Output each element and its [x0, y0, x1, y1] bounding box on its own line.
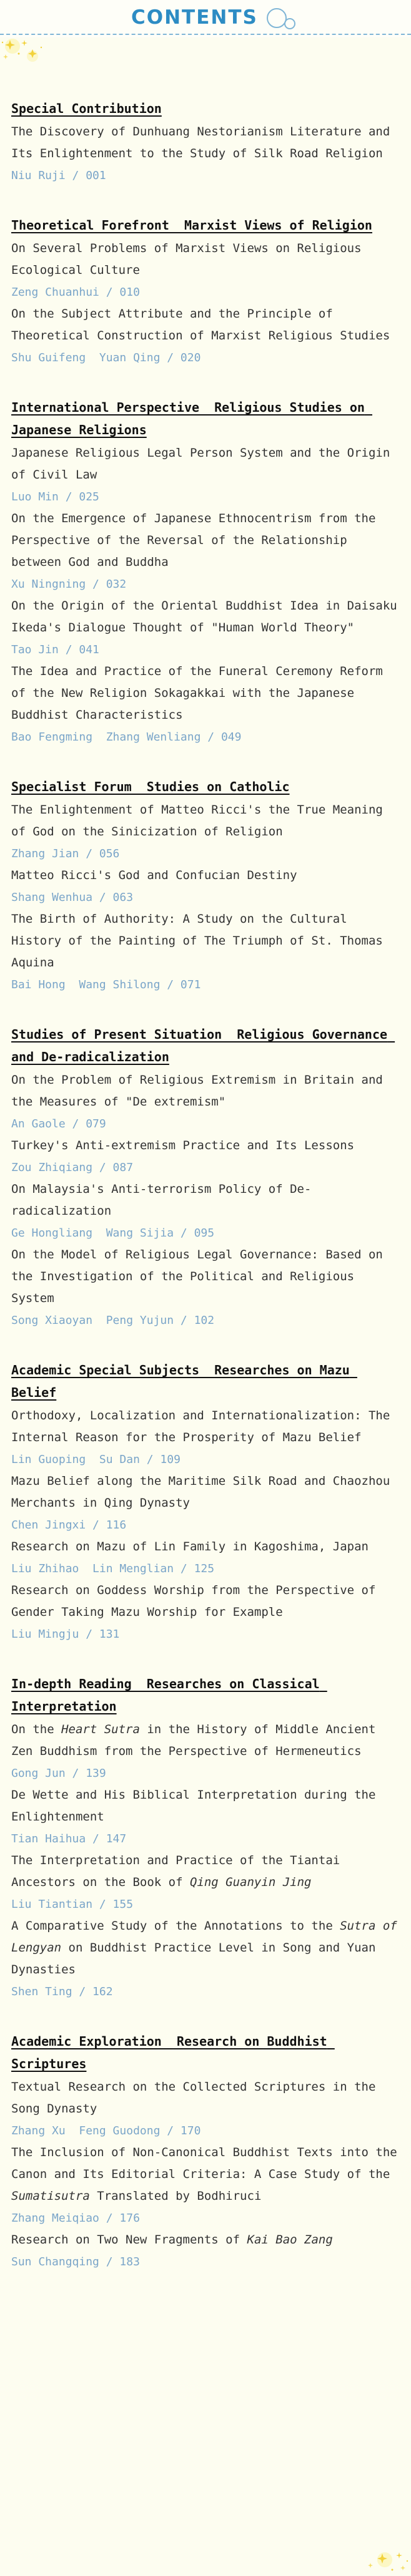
article-title — [11, 1784, 400, 1828]
section-heading: International Perspective Religious Studies on Japanese Religions — [11, 400, 372, 437]
author-page: Song Xiaoyan Peng Yujun / 102 — [11, 1314, 215, 1327]
article-title — [11, 1179, 400, 1222]
toc-section — [11, 775, 400, 996]
author-page: Shang Wenhua / 063 — [11, 891, 134, 904]
toc-entry[interactable] — [11, 1179, 400, 1244]
article-title-italic-part: Heart Sutra — [61, 1723, 140, 1736]
toc-entry[interactable] — [11, 595, 400, 661]
toc-entry[interactable] — [11, 442, 400, 508]
toc-entry[interactable] — [11, 908, 400, 996]
article-title — [11, 508, 400, 573]
article-title-part: On the — [11, 1723, 62, 1736]
article-title-italic-part: Qing Guanyin Jing — [189, 1875, 312, 1889]
toc-entry[interactable] — [11, 799, 400, 865]
article-title-part: Translated by Bodhiruci — [89, 2189, 262, 2203]
toc-entry[interactable] — [11, 508, 400, 595]
author-page: Lin Guoping Su Dan / 109 — [11, 1453, 181, 1466]
article-title-part: On the Problem of Religious Extremism in Britain and the Measures of "De extremism" — [11, 1073, 383, 1109]
section-heading: Studies of Present Situation Religious Governance and De-radicalization — [11, 1027, 395, 1064]
article-title-part: On the Subject Attribute and the Principle of Theoretical Construction of Marxist Religious Studies — [11, 307, 390, 343]
author-page: Gong Jun / 139 — [11, 1767, 106, 1780]
toc-section — [11, 2030, 400, 2273]
author-page: Liu Mingju / 131 — [11, 1628, 120, 1641]
article-title-part: A Comparative Study of the Annotations to the — [11, 1919, 340, 1933]
ring-decoration-icon — [267, 8, 287, 28]
article-title-part: On the Model of Religious Legal Governance: Based on the Investigation of the Political and Religious System — [11, 1248, 383, 1305]
author-page: Zhang Xu Feng Guodong / 170 — [11, 2124, 201, 2137]
article-title-part: The Interpretation and Practice of the Tiantai Ancestors on the Book of — [11, 1854, 340, 1889]
sparkle-decoration-icon — [361, 2532, 411, 2576]
article-title — [11, 1915, 400, 1981]
article-title-part: The Enlightenment of Matteo Ricci's the True Meaning of God on the Sinicization of Religion — [11, 803, 383, 838]
article-title-part: Textual Research on the Collected Scriptures in the Song Dynasty — [11, 2080, 376, 2116]
toc-entry[interactable] — [11, 1069, 400, 1135]
author-page: Chen Jingxi / 116 — [11, 1519, 127, 1532]
article-title — [11, 1405, 400, 1449]
author-page: Liu Zhihao Lin Menglian / 125 — [11, 1562, 215, 1575]
toc-entry[interactable] — [11, 2142, 400, 2229]
dashed-divider — [0, 34, 411, 35]
author-page: Liu Tiantian / 155 — [11, 1898, 134, 1911]
article-title — [11, 908, 400, 974]
article-title-part: On the Emergence of Japanese Ethnocentrism from the Perspective of the Reversal of the Relationship between God and Buddha — [11, 512, 376, 569]
toc-entry[interactable] — [11, 2076, 400, 2142]
article-title — [11, 2076, 400, 2120]
section-heading: Special Contribution — [11, 101, 162, 116]
article-title — [11, 1135, 400, 1157]
article-title-italic-part: Sumatisutra — [11, 2189, 90, 2203]
article-title-part: The Inclusion of Non-Canonical Buddhist Texts into the Canon and Its Editorial Criteria: A Case Study of the — [11, 2146, 397, 2181]
toc-entry[interactable] — [11, 865, 400, 908]
author-page: Bai Hong Wang Shilong / 071 — [11, 978, 201, 991]
article-title-part: The Birth of Authority: A Study on the Cultural History of the Painting of The Triumph of St. Thomas Aquina — [11, 912, 383, 970]
author-page: Xu Ningning / 032 — [11, 578, 127, 591]
author-page: Tao Jin / 041 — [11, 643, 99, 656]
author-page: Tian Haihua / 147 — [11, 1832, 127, 1845]
article-title-part: Matteo Ricci's God and Confucian Destiny — [11, 868, 297, 882]
author-page: Shen Ting / 162 — [11, 1985, 113, 1998]
toc-entry[interactable] — [11, 1470, 400, 1536]
small-ring-decoration-icon — [284, 18, 295, 29]
author-page: Zhang Jian / 056 — [11, 847, 120, 860]
author-page: Luo Min / 025 — [11, 490, 99, 503]
author-page: Ge Hongliang Wang Sijia / 095 — [11, 1227, 215, 1240]
author-page: Shu Guifeng Yuan Qing / 020 — [11, 351, 201, 364]
table-of-contents — [0, 37, 411, 2338]
section-heading: Academic Special Subjects Researches on Mazu Belief — [11, 1363, 357, 1400]
article-title-italic-part: Sutra of Lengyan — [11, 1919, 397, 1955]
toc-entry[interactable] — [11, 1580, 400, 1645]
toc-entry[interactable] — [11, 303, 400, 369]
toc-section — [11, 396, 400, 748]
article-title-part: On the Origin of the Oriental Buddhist Idea in Daisaku Ikeda's Dialogue Thought of "Human World Theory" — [11, 599, 397, 634]
toc-entry[interactable] — [11, 1719, 400, 1784]
toc-entry[interactable] — [11, 1536, 400, 1580]
author-page: An Gaole / 079 — [11, 1117, 106, 1130]
author-page: Zhang Meiqiao / 176 — [11, 2212, 140, 2225]
article-title-part: De Wette and His Biblical Interpretation during the Enlightenment — [11, 1788, 376, 1824]
page-title: CONTENTS — [131, 6, 258, 29]
sparkle-decoration-icon — [0, 37, 50, 81]
article-title — [11, 303, 400, 347]
article-title-part: Mazu Belief along the Maritime Silk Road and Chaozhou Merchants in Qing Dynasty — [11, 1474, 390, 1510]
article-title-part: Research on Two New Fragments of — [11, 2233, 247, 2247]
article-title-part: Research on Mazu of Lin Family in Kagoshima, Japan — [11, 1540, 369, 1553]
toc-section — [11, 1359, 400, 1645]
author-page: Zou Zhiqiang / 087 — [11, 1161, 134, 1174]
article-title-part: On Malaysia's Anti-terrorism Policy of De-radicalization — [11, 1182, 312, 1218]
article-title-part: Turkey's Anti-extremism Practice and Its Lessons — [11, 1139, 355, 1152]
article-title-part: Research on Goddess Worship from the Perspective of Gender Taking Mazu Worship for Example — [11, 1583, 376, 1619]
toc-entry[interactable] — [11, 1850, 400, 1915]
article-title-part: Orthodoxy, Localization and Internationalization: The Internal Reason for the Prosperity of Mazu Belief — [11, 1409, 390, 1444]
author-page: Niu Ruji / 001 — [11, 169, 106, 182]
toc-entry[interactable] — [11, 1784, 400, 1850]
article-title-part: The Discovery of Dunhuang Nestorianism Literature and Its Enlightenment to the Study of Silk Road Religion — [11, 125, 390, 160]
author-page: Zeng Chuanhui / 010 — [11, 286, 140, 299]
article-title-part: On Several Problems of Marxist Views on Religious Ecological Culture — [11, 241, 362, 277]
article-title-part: on Buddhist Practice Level in Song and Yuan Dynasties — [11, 1941, 376, 1976]
toc-entry[interactable] — [11, 2229, 400, 2273]
toc-section — [11, 1673, 400, 2003]
toc-entry[interactable] — [11, 1915, 400, 2003]
author-page: Sun Changqing / 183 — [11, 2255, 140, 2268]
article-title-part: The Idea and Practice of the Funeral Ceremony Reform of the New Religion Sokagakkai with the Japanese Buddhist Characteristics — [11, 664, 383, 722]
article-title-part: in the History of Middle Ancient Zen Buddhism from the Perspective of Hermeneutics — [11, 1723, 376, 1758]
article-title — [11, 1580, 400, 1623]
toc-entry[interactable] — [11, 238, 400, 303]
article-title-italic-part: Kai Bao Zang — [247, 2233, 333, 2247]
article-title — [11, 2142, 400, 2207]
article-title — [11, 1850, 400, 1893]
article-title — [11, 1069, 400, 1113]
article-title — [11, 442, 400, 486]
article-title — [11, 1719, 400, 1762]
toc-section — [11, 1023, 400, 1331]
article-title — [11, 595, 400, 639]
toc-section — [11, 97, 400, 187]
toc-entry[interactable] — [11, 1135, 400, 1179]
article-title-part: Japanese Religious Legal Person System and the Origin of Civil Law — [11, 446, 390, 482]
toc-section — [11, 214, 400, 369]
article-title — [11, 865, 400, 887]
toc-entry[interactable] — [11, 121, 400, 187]
author-page: Bao Fengming Zhang Wenliang / 049 — [11, 731, 242, 744]
toc-entry[interactable] — [11, 1405, 400, 1470]
article-title — [11, 661, 400, 726]
section-heading: In-depth Reading Researches on Classical Interpretation — [11, 1676, 327, 1714]
section-heading: Specialist Forum Studies on Catholic — [11, 779, 290, 794]
article-title — [11, 121, 400, 165]
article-title — [11, 1244, 400, 1310]
section-heading: Theoretical Forefront Marxist Views of Religion — [11, 218, 372, 233]
article-title — [11, 799, 400, 843]
article-title — [11, 2229, 400, 2251]
article-title — [11, 1536, 400, 1558]
section-heading: Academic Exploration Research on Buddhist Scriptures — [11, 2034, 335, 2071]
toc-entry[interactable] — [11, 1244, 400, 1331]
header — [0, 0, 411, 37]
article-title — [11, 238, 400, 281]
toc-entry[interactable] — [11, 661, 400, 748]
article-title — [11, 1470, 400, 1514]
